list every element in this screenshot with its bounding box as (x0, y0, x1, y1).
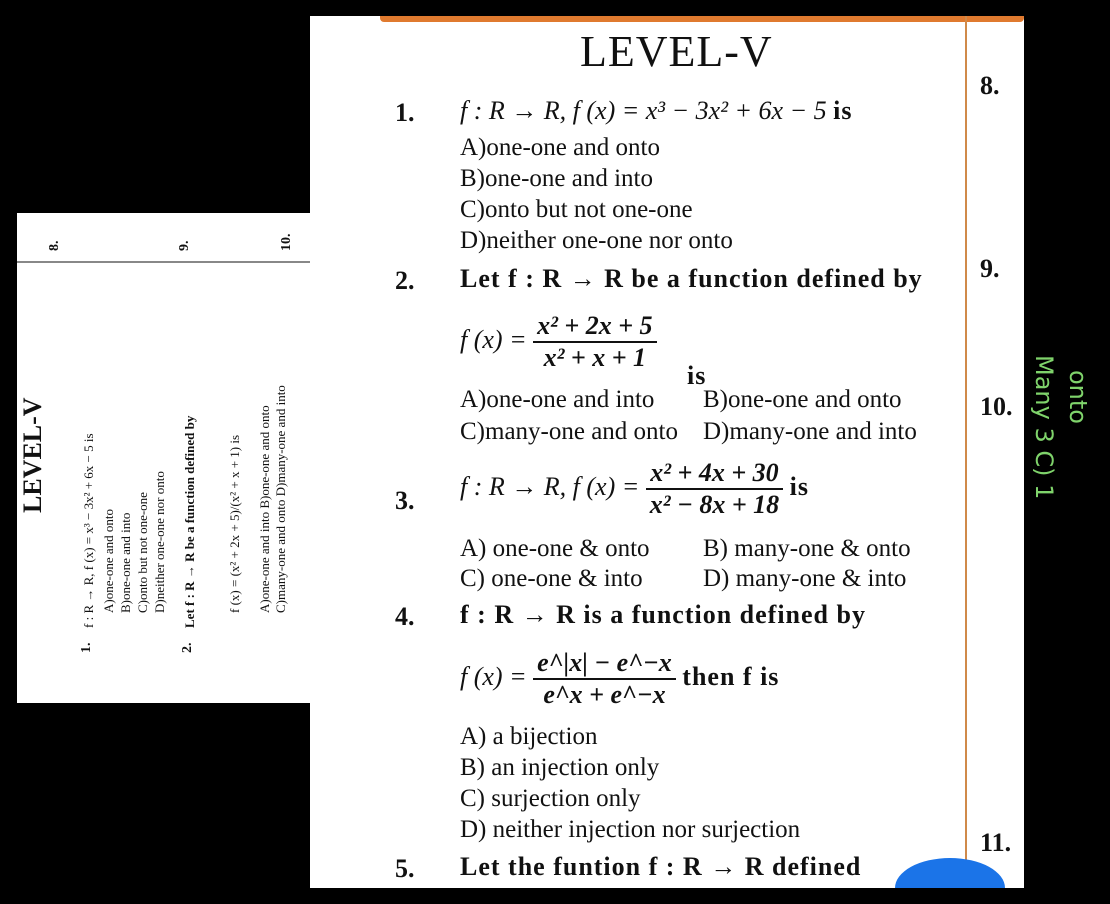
option: D) neither injection nor surjection (460, 816, 801, 843)
option: C)onto but not one-one (460, 196, 693, 223)
question-2-stem: Let f : R → R be a function defined by (460, 264, 923, 293)
thumbnail-qnum: 10. (279, 233, 294, 251)
right-column-number: 8. (980, 71, 1000, 100)
thumbnail-line: D)neither one-one nor onto (152, 471, 167, 613)
question-4-fraction (533, 648, 676, 710)
question-2-fraction (533, 311, 656, 373)
question-3-lhs: f : R → R, f (x) = (460, 471, 640, 501)
question-2-formula (460, 311, 657, 373)
question-3-denominator: x² − 8x + 18 (649, 490, 780, 519)
option: D) many-one & into (703, 565, 907, 592)
question-1-formula: f : R → R, f (x) = x³ − 3x² + 6x − 5 (460, 96, 827, 125)
option: C) one-one & into (460, 565, 643, 592)
question-1-suffix: is (833, 96, 853, 125)
question-3-suffix: is (789, 471, 809, 501)
thumbnail-rotated-content (17, 213, 310, 703)
thumbnail-qnum: 8. (47, 240, 62, 251)
document-page (310, 16, 1024, 888)
question-4-numerator: e^|x| − e^−x (533, 648, 676, 680)
thumbnail-separator (17, 261, 310, 263)
thumbnail-line: C)onto but not one-one (135, 492, 150, 613)
option: C)many-one and onto (460, 418, 679, 445)
question-3-formula (460, 458, 809, 520)
thumbnail-line: f : R → R, f (x) = x³ − 3x² + 6x − 5 is (81, 433, 96, 628)
thumbnail-qnum: 2. (180, 642, 195, 653)
question-2-denominator: x² + x + 1 (543, 343, 647, 372)
thumbnail-line: C)many-one and onto D)many-one and into (273, 385, 288, 613)
option: C) surjection only (460, 785, 641, 812)
question-5-stem: Let the funtion f : R → R defined (460, 852, 862, 881)
option: B)one-one and onto (703, 386, 902, 413)
thumbnail-line: A)one-one and into B)one-one and onto (257, 405, 272, 613)
question-2-suffix: is (687, 361, 707, 390)
option: A) one-one & onto (460, 535, 650, 562)
option: A)one-one and onto (460, 134, 660, 161)
handwritten-note: onto (1064, 370, 1092, 424)
thumbnail-qnum: 9. (177, 240, 192, 251)
question-4-suffix: then f is (682, 661, 780, 691)
question-3-numerator: x² + 4x + 30 (646, 458, 783, 490)
right-column-number: 11. (980, 828, 1012, 857)
right-column-number: 9. (980, 254, 1000, 283)
handwritten-note: Many 3 C) 1 (1030, 355, 1058, 500)
column-separator (965, 16, 967, 888)
page-thumbnail[interactable] (17, 213, 310, 703)
thumbnail-qnum: 1. (79, 642, 94, 653)
question-4-lhs: f (x) = (460, 661, 527, 691)
floating-action-button[interactable] (895, 858, 1005, 888)
option: B)one-one and into (460, 165, 654, 192)
thumbnail-title: LEVEL-V (18, 397, 47, 513)
question-4-formula (460, 648, 779, 710)
thumbnail-line: A)one-one and onto (101, 509, 116, 613)
question-2-lhs: f (x) = (460, 324, 527, 354)
question-4-denominator: e^x + e^−x (543, 680, 666, 709)
level-title: LEVEL-V (580, 27, 773, 76)
question-number: 1. (395, 98, 415, 127)
question-1-stem (460, 96, 852, 126)
option: D)many-one and into (703, 418, 917, 445)
thumbnail-line: B)one-one and into (118, 512, 133, 613)
option: B) many-one & onto (703, 535, 911, 562)
option: B) an injection only (460, 754, 660, 781)
question-number: 3. (395, 486, 415, 515)
option: A) a bijection (460, 723, 598, 750)
question-3-fraction (646, 458, 783, 520)
question-number: 5. (395, 854, 415, 883)
page-top-border (380, 16, 1024, 22)
question-number: 4. (395, 602, 415, 631)
right-column-number: 10. (980, 392, 1013, 421)
thumbnail-line: f (x) = (x² + 2x + 5)/(x² + x + 1) is (227, 434, 242, 613)
option: D)neither one-one nor onto (460, 227, 733, 254)
question-number: 2. (395, 266, 415, 295)
option: A)one-one and into (460, 386, 655, 413)
thumbnail-line: Let f : R → R be a function defined by (182, 415, 197, 628)
question-2-numerator: x² + 2x + 5 (533, 311, 656, 343)
question-4-stem: f : R → R is a function defined by (460, 600, 866, 629)
